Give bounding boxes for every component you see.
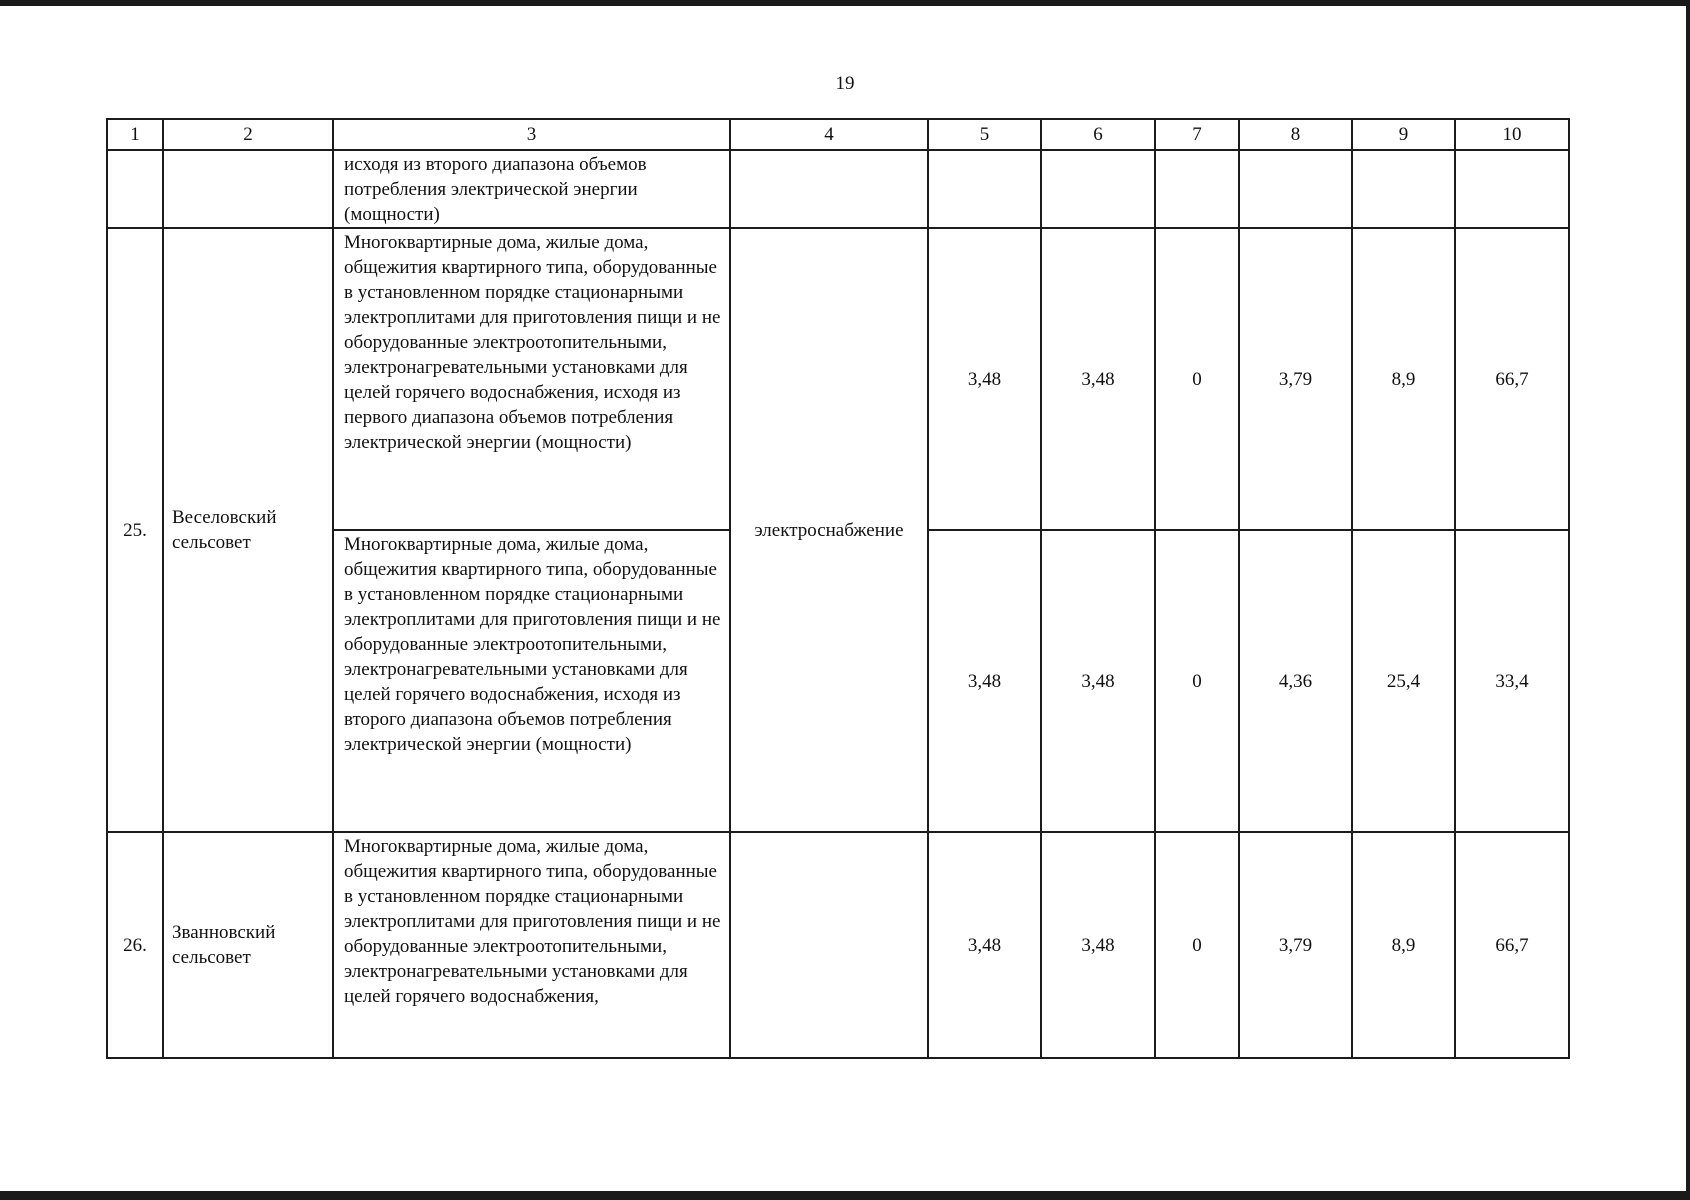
- value-col-8: 3,79: [1239, 832, 1352, 1058]
- value-col-6: 3,48: [1041, 832, 1155, 1058]
- value-col-6: 3,48: [1041, 228, 1155, 530]
- header-cell-1: 1: [107, 119, 163, 150]
- value-col-9: 25,4: [1352, 530, 1455, 832]
- cell-empty: [1239, 150, 1352, 228]
- value-col-5: 3,48: [928, 530, 1041, 832]
- header-cell-8: 8: [1239, 119, 1352, 150]
- cell-empty: [730, 832, 928, 1058]
- header-cell-3: 3: [333, 119, 730, 150]
- cell-empty: [107, 150, 163, 228]
- value-col-9: 8,9: [1352, 228, 1455, 530]
- value-col-6: 3,48: [1041, 530, 1155, 832]
- service-type: электроснабжение: [730, 228, 928, 832]
- header-cell-10: 10: [1455, 119, 1569, 150]
- consumer-category-description: исходя из второго диапазона объемов потребления электрической энергии (мощности): [333, 150, 730, 228]
- cell-empty: [1155, 150, 1239, 228]
- value-col-10: 66,7: [1455, 228, 1569, 530]
- cell-empty: [1041, 150, 1155, 228]
- table-row: [107, 228, 1569, 530]
- value-col-10: 33,4: [1455, 530, 1569, 832]
- header-cell-5: 5: [928, 119, 1041, 150]
- value-col-7: 0: [1155, 228, 1239, 530]
- cell-empty: [1455, 150, 1569, 228]
- scan-border-bottom: [0, 1191, 1690, 1200]
- value-col-7: 0: [1155, 832, 1239, 1058]
- scan-border-right: [1686, 0, 1690, 1200]
- consumer-category-description: Многоквартирные дома, жилые дома, общежития квартирного типа, оборудованные в установленном порядке стационарными электроплитами для приготовления пищи и не оборудованные электроотопительными, электронагревательными установками для целей горячего водоснабжения,: [333, 832, 730, 1058]
- settlement-name: Званновский сельсовет: [163, 832, 333, 1058]
- page-number: 19: [835, 73, 855, 94]
- settlement-name: Веселовский сельсовет: [163, 228, 333, 832]
- value-col-8: 4,36: [1239, 530, 1352, 832]
- table-row: [107, 832, 1569, 1058]
- row-number: 25.: [107, 228, 163, 832]
- cell-empty: [730, 150, 928, 228]
- table-row-continued: [107, 150, 1569, 228]
- header-cell-2: 2: [163, 119, 333, 150]
- row-number: 26.: [107, 832, 163, 1058]
- value-col-8: 3,79: [1239, 228, 1352, 530]
- consumer-category-description: Многоквартирные дома, жилые дома, общежития квартирного типа, оборудованные в установленном порядке стационарными электроплитами для приготовления пищи и не оборудованные электроотопительными, электронагревательными установками для целей горячего водоснабжения, исходя из второго диапазона объемов потребления электрической энергии (мощности): [333, 530, 730, 832]
- cell-empty: [1352, 150, 1455, 228]
- consumer-category-description: Многоквартирные дома, жилые дома, общежития квартирного типа, оборудованные в установленном порядке стационарными электроплитами для приготовления пищи и не оборудованные электроотопительными, электронагревательными установками для целей горячего водоснабжения, исходя из первого диапазона объемов потребления электрической энергии (мощности): [333, 228, 730, 530]
- header-cell-7: 7: [1155, 119, 1239, 150]
- value-col-10: 66,7: [1455, 832, 1569, 1058]
- header-row: [107, 119, 1569, 150]
- value-col-7: 0: [1155, 530, 1239, 832]
- value-col-5: 3,48: [928, 228, 1041, 530]
- header-cell-9: 9: [1352, 119, 1455, 150]
- value-col-9: 8,9: [1352, 832, 1455, 1058]
- scan-border-top: [0, 0, 1690, 6]
- cell-empty: [928, 150, 1041, 228]
- header-cell-6: 6: [1041, 119, 1155, 150]
- cell-empty: [163, 150, 333, 228]
- header-cell-4: 4: [730, 119, 928, 150]
- value-col-5: 3,48: [928, 832, 1041, 1058]
- tariff-table: [106, 118, 1570, 1059]
